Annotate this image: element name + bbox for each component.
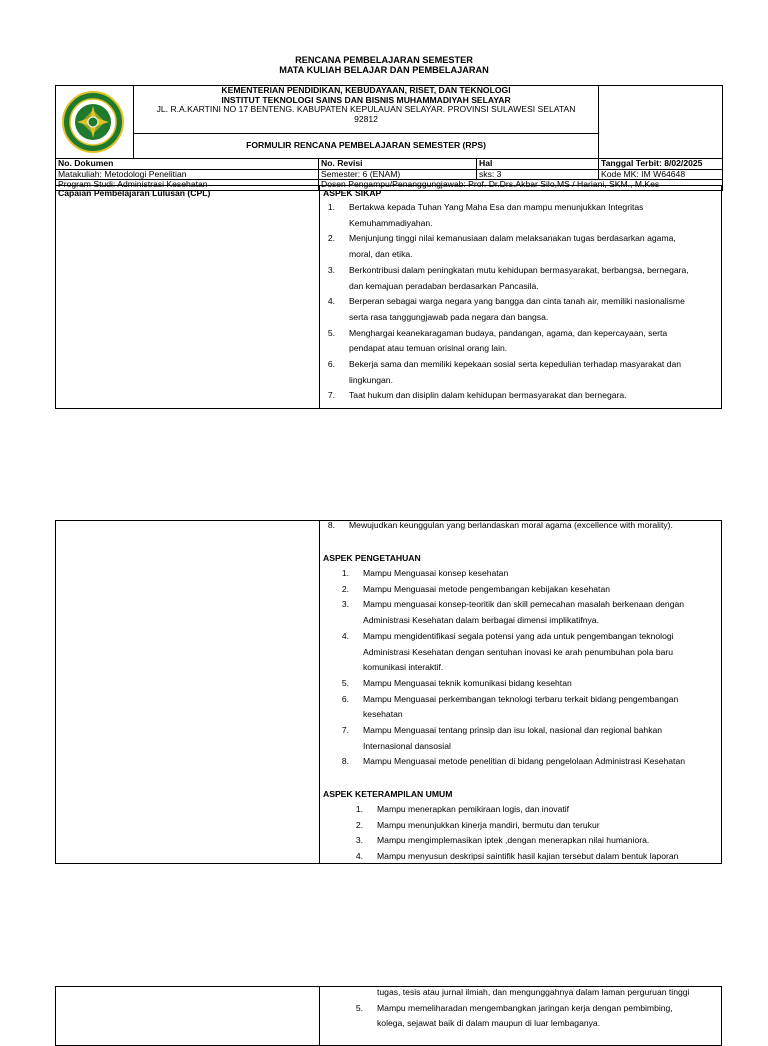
list-item-text: serta rasa tanggungjawab pada negara dan bangsa. — [349, 311, 549, 322]
list-item-text: Mampu Menguasai konsep kesehatan — [363, 568, 509, 578]
list-item-number: 4. — [355, 851, 363, 862]
institution-block — [134, 86, 599, 134]
list-item-number: 4. — [327, 296, 335, 307]
list-item-text: tugas, tesis atau jurnal ilmiah, dan mengunggahnya dalam laman perguruan tinggi — [377, 987, 690, 997]
list-item-text: Mampu Menguasai metode penelitian di bidang pengelolaan Administrasi Kesehatan — [363, 756, 686, 767]
list-item-text: Mampu mengidentifikasi segala potensi yang ada untuk pengembangan teknologi — [363, 630, 674, 641]
aspek-sikap-title: ASPEK SIKAP — [323, 188, 382, 198]
address-line-2: 92812 — [354, 113, 378, 124]
list-item-number: 4. — [341, 630, 349, 641]
list-item-text: Mampu Menguasai metode pengembangan kebijakan kesehatan — [363, 583, 610, 594]
list-item-text: lingkungan. — [349, 374, 393, 385]
cpl-box-page2 — [55, 520, 722, 864]
list-item-number: 3. — [355, 835, 363, 846]
ministry-name: KEMENTERIAN PENDIDIKAN, KEBUDAYAAN, RISET, DAN TEKNOLOGI — [221, 85, 511, 95]
aspek-keterampilan-title: ASPEK KETERAMPILAN UMUM — [323, 789, 453, 799]
list-item-number: 5. — [355, 1002, 363, 1013]
label-tanggal: Tanggal Terbit: 8/02/2025 — [599, 159, 723, 170]
list-item-text: Mampu Menguasai teknik komunikasi bidang kesehtan — [363, 677, 572, 688]
list-item-text: Mampu menyusun deskripsi saintifik hasil kajian tersebut dalam bentuk laporan — [377, 851, 679, 862]
institute-name: INSTITUT TEKNOLOGI SAINS DAN BISNIS MUHAMMADIYAH SELAYAR — [221, 94, 511, 105]
list-item-number: 2. — [327, 233, 335, 244]
list-item-text: Taat hukum dan disiplin dalam kehidupan bermasyarakat dan bernegara. — [349, 390, 627, 401]
list-item-number: 2. — [341, 583, 349, 594]
doc-title: RENCANA PEMBELAJARAN SEMESTER — [295, 55, 473, 65]
list-item-text: pendapat atau temuan orisinal orang lain. — [349, 343, 508, 354]
list-item-text: Bertakwa kepada Tuhan Yang Maha Esa dan mampu menunjukkan Integritas — [349, 202, 644, 212]
list-item-text: Berkontribusi dalam peningkatan mutu kehidupan bermasyarakat, berbangsa, bernegara, — [349, 264, 689, 275]
list-item-text: Mampu menguasai konsep-teoritik dan skill pemecahan masalah berkenaan dengan — [363, 599, 685, 610]
list-item-text: Mampu menerapkan pemikiraan logis, dan inovatif — [377, 804, 570, 814]
list-item-text: Berperan sebagai warga negara yang bangga dan cinta tanah air, memiliki nasionalisme — [349, 296, 685, 307]
sks: sks: 3 — [477, 169, 599, 180]
list-item-text: Administrasi Kesehatan dengan sentuhan inovasi ke arah penumbuhan pola baru — [363, 646, 674, 657]
list-item-number: 3. — [327, 264, 335, 275]
list-item-number: 7. — [341, 725, 349, 735]
kode-mk: Kode MK: IM W64648 — [599, 169, 723, 180]
list-item-text: moral, dan etika. — [349, 249, 413, 260]
list-item-text: Menjunjung tinggi nilai kemanusiaan dalam melaksanakan tugas berdasarkan agama, — [349, 233, 676, 244]
blank-cell — [599, 86, 723, 159]
dosen: Dosen Pengampu/Penanggungjawab: Prof. Dr.Drs.Akbar Silo,MS / Hariani, SKM., M.Kes — [319, 180, 723, 191]
program-studi: Program Studi: Administrasi Kesehatan — [56, 180, 319, 191]
list-item-number: 2. — [355, 819, 363, 830]
list-item-text: Mampu memeliharadan mengembangkan jaringan kerja dengan pembimbing, — [377, 1002, 673, 1013]
aspek-pengetahuan-title: ASPEK PENGETAHUAN — [323, 553, 421, 563]
header-table — [55, 85, 723, 191]
list-item-text: Mampu menunjukkan kinerja mandiri, bermutu dan terukur — [377, 819, 600, 830]
list-item-text: Kemuhammadiyahan. — [349, 217, 433, 228]
logo-cell — [56, 86, 134, 159]
list-item-number: 1. — [341, 568, 349, 578]
matakuliah: Matakuliah: Metodologi Penelitian — [56, 169, 319, 180]
cpl-box-page1 — [55, 185, 722, 409]
list-item-text: Menghargai keanekaragaman budaya, pandangan, agama, dan kepercayaan, serta — [349, 327, 668, 338]
list-item-text: Mampu mengimplemasikan iptek ,dengan menerapkan nilai humaniora. — [377, 835, 650, 846]
label-hal: Hal — [477, 159, 599, 170]
label-no-revisi: No. Revisi — [319, 159, 477, 170]
cpl-box-page3 — [55, 986, 722, 1046]
list-item-number: 8. — [327, 520, 335, 530]
semester: Semester: 6 (ENAM) — [319, 169, 477, 180]
list-item-number: 1. — [355, 804, 363, 814]
list-item-number: 6. — [341, 693, 349, 704]
list-item-number: 5. — [341, 677, 349, 688]
list-item-number: 7. — [327, 390, 335, 401]
list-item-text: Internasional dansosial — [363, 740, 451, 751]
list-item-text: dan kemajuan peradaban berdasarkan Pancasila. — [349, 280, 539, 291]
list-item-text: Mampu Menguasai tentang prinsip dan isu lokal, nasional dan regional bahkan — [363, 725, 663, 735]
list-item-text: Administrasi Kesehatan dalam berbagai dimensi implikatifnya. — [363, 615, 599, 626]
list-item-text: Bekerja sama dan memiliki kepekaan sosial serta kepedulian terhadap masyarakat dan — [349, 359, 681, 369]
label-no-dokumen: No. Dokumen — [56, 159, 319, 170]
cpl-label: Capaian Pembelajaran Lulusan (CPL) — [58, 188, 211, 198]
list-item-text: komunikasi interaktif. — [363, 662, 444, 673]
list-item-number: 8. — [341, 756, 349, 767]
list-item-text: Mewujudkan keunggulan yang berlandaskan moral agama (excellence with morality). — [349, 520, 673, 530]
university-logo-icon — [61, 90, 125, 154]
doc-subtitle: MATA KULIAH BELAJAR DAN PEMBELAJARAN — [279, 65, 489, 75]
list-item-number: 6. — [327, 359, 335, 369]
list-item-text: kolega, sejawat baik di dalam maupun di luar lembaganya. — [377, 1018, 601, 1029]
list-item-number: 3. — [341, 599, 349, 610]
address-line-1: JL. R.A.KARTINI NO 17 BENTENG. KABUPATEN KEPULAUAN SELAYAR. PROVINSI SULAWESI SELATAN — [156, 104, 576, 114]
list-item-text: kesehatan — [363, 709, 403, 720]
form-title: FORMULIR RENCANA PEMBELAJARAN SEMESTER (RPS) — [134, 133, 599, 158]
list-item-number: 1. — [327, 202, 335, 212]
list-item-text: Mampu Menguasai perkembangan teknologi terbaru terkait bidang pengembangan — [363, 693, 679, 704]
list-item-number: 5. — [327, 327, 335, 338]
